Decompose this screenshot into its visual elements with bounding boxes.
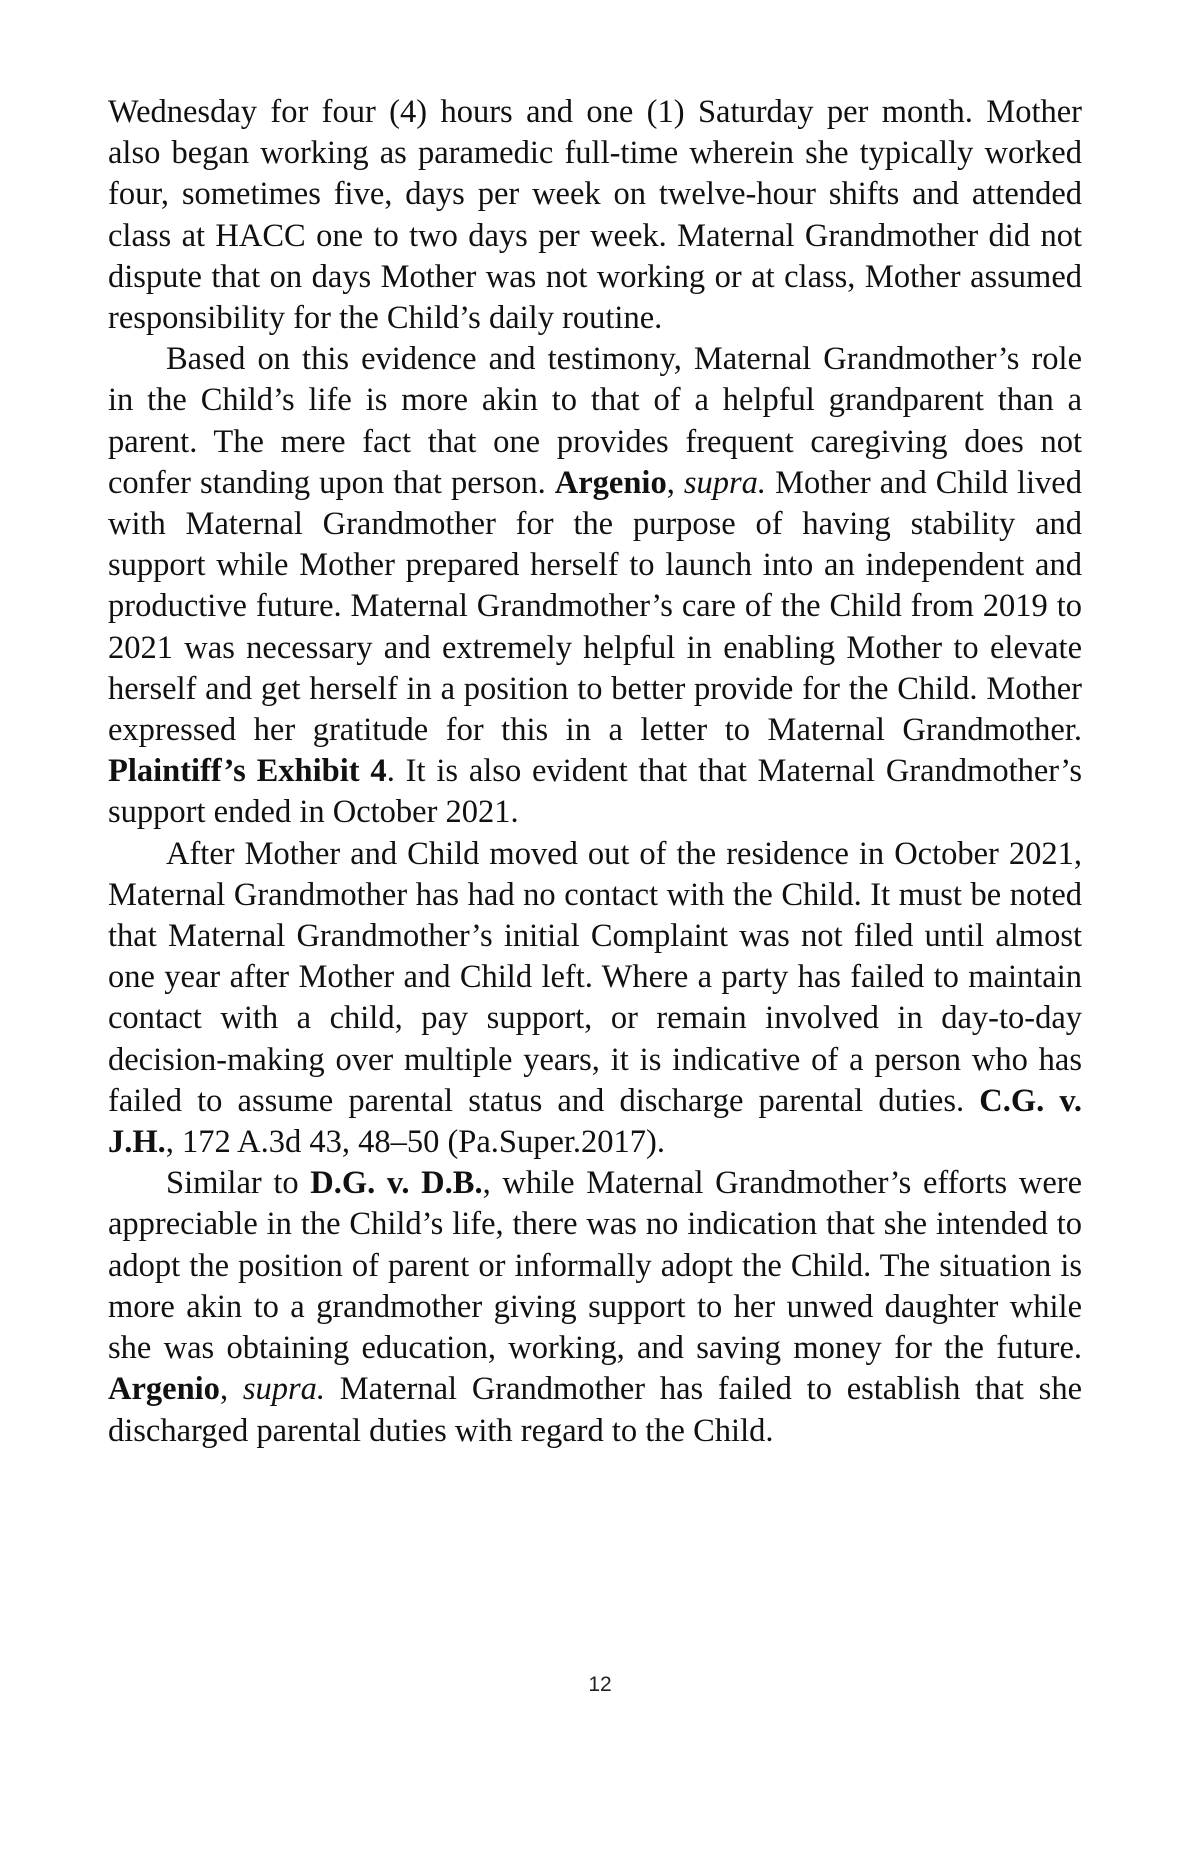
text-run: After Mother and Child moved out of the residence in October 2021, Maternal Grandmother has had no contact with the Child. It must be noted that Maternal Grandmother’s initial Complaint was not filed until almost one year after Mother and Child left. Where a party has failed to maintain contact with a child, pay support, or remain involved in day-to-day decision-making over multiple years, it is indicative of a person who has failed to assume parental status and discharge parental duties. — [108, 835, 1082, 1119]
text-run: . It is also evident that that Maternal Grandmother’s support ended in October 2021. — [108, 753, 1082, 831]
text-run: , — [219, 1371, 243, 1408]
paragraph-conclusion — [108, 1163, 1082, 1451]
case-citation-argenio: Argenio — [554, 464, 667, 501]
paragraph-role-analysis — [108, 339, 1082, 833]
case-citation-dg-v-db: D.G. v. D.B. — [310, 1165, 483, 1202]
exhibit-reference: Plaintiff’s Exhibit 4 — [108, 753, 387, 790]
citation-supra: supra. — [683, 464, 767, 501]
text-run: Mother and Child lived with Maternal Grandmother for the purpose of having stability and support while Mother prepared herself to launch into an independent and productive future. Maternal Grandmother’s care of the Child from 2019 to 2021 was necessary and extremely helpful in enabling Mother to elevate herself and get herself in a position to better provide for the Child. Mother expressed her gratitude for this in a letter to Maternal Grandmother. — [108, 464, 1082, 749]
paragraph-no-contact — [108, 834, 1082, 1164]
document-page-body — [108, 92, 1082, 1452]
text-run: Based on this evidence and testimony, Maternal Grandmother’s role in the Child’s life is more akin to that of a helpful grandparent than a parent. The mere fact that one provides frequent caregiving does not confer standing upon that person. — [108, 341, 1082, 501]
case-citation-argenio: Argenio — [108, 1371, 220, 1408]
text-run: , — [666, 464, 684, 501]
case-citation-cg-v-jh: C.G. v. J.H. — [108, 1082, 1082, 1161]
paragraph-continuation — [108, 92, 1082, 339]
page-number: 12 — [588, 1673, 612, 1696]
text-run: Wednesday for four (4) hours and one (1) Saturday per month. Mother also began working as paramedic full-time wherein she typically worked four, sometimes five, days per week on twelve-hour shifts and attended class at HACC one to two days per week. Maternal Grandmother did not dispute that on days Mother was not working or at class, Mother assumed responsibility for the Child’s daily routine. — [108, 94, 1082, 337]
citation-supra: supra. — [242, 1371, 325, 1408]
text-run: , while Maternal Grandmother’s efforts were appreciable in the Child’s life, there was no indication that she intended to adopt the position of parent or informally adopt the Child. The situation is more akin to a grandmother giving support to her unwed daughter while she was obtaining education, working, and saving money for the future. — [108, 1165, 1083, 1367]
text-run: Similar to — [166, 1165, 311, 1202]
text-run: Maternal Grandmother has failed to establish that she discharged parental duties with regard to the Child. — [108, 1371, 1082, 1449]
text-run: , 172 A.3d 43, 48–50 (Pa.Super.2017). — [165, 1124, 666, 1161]
